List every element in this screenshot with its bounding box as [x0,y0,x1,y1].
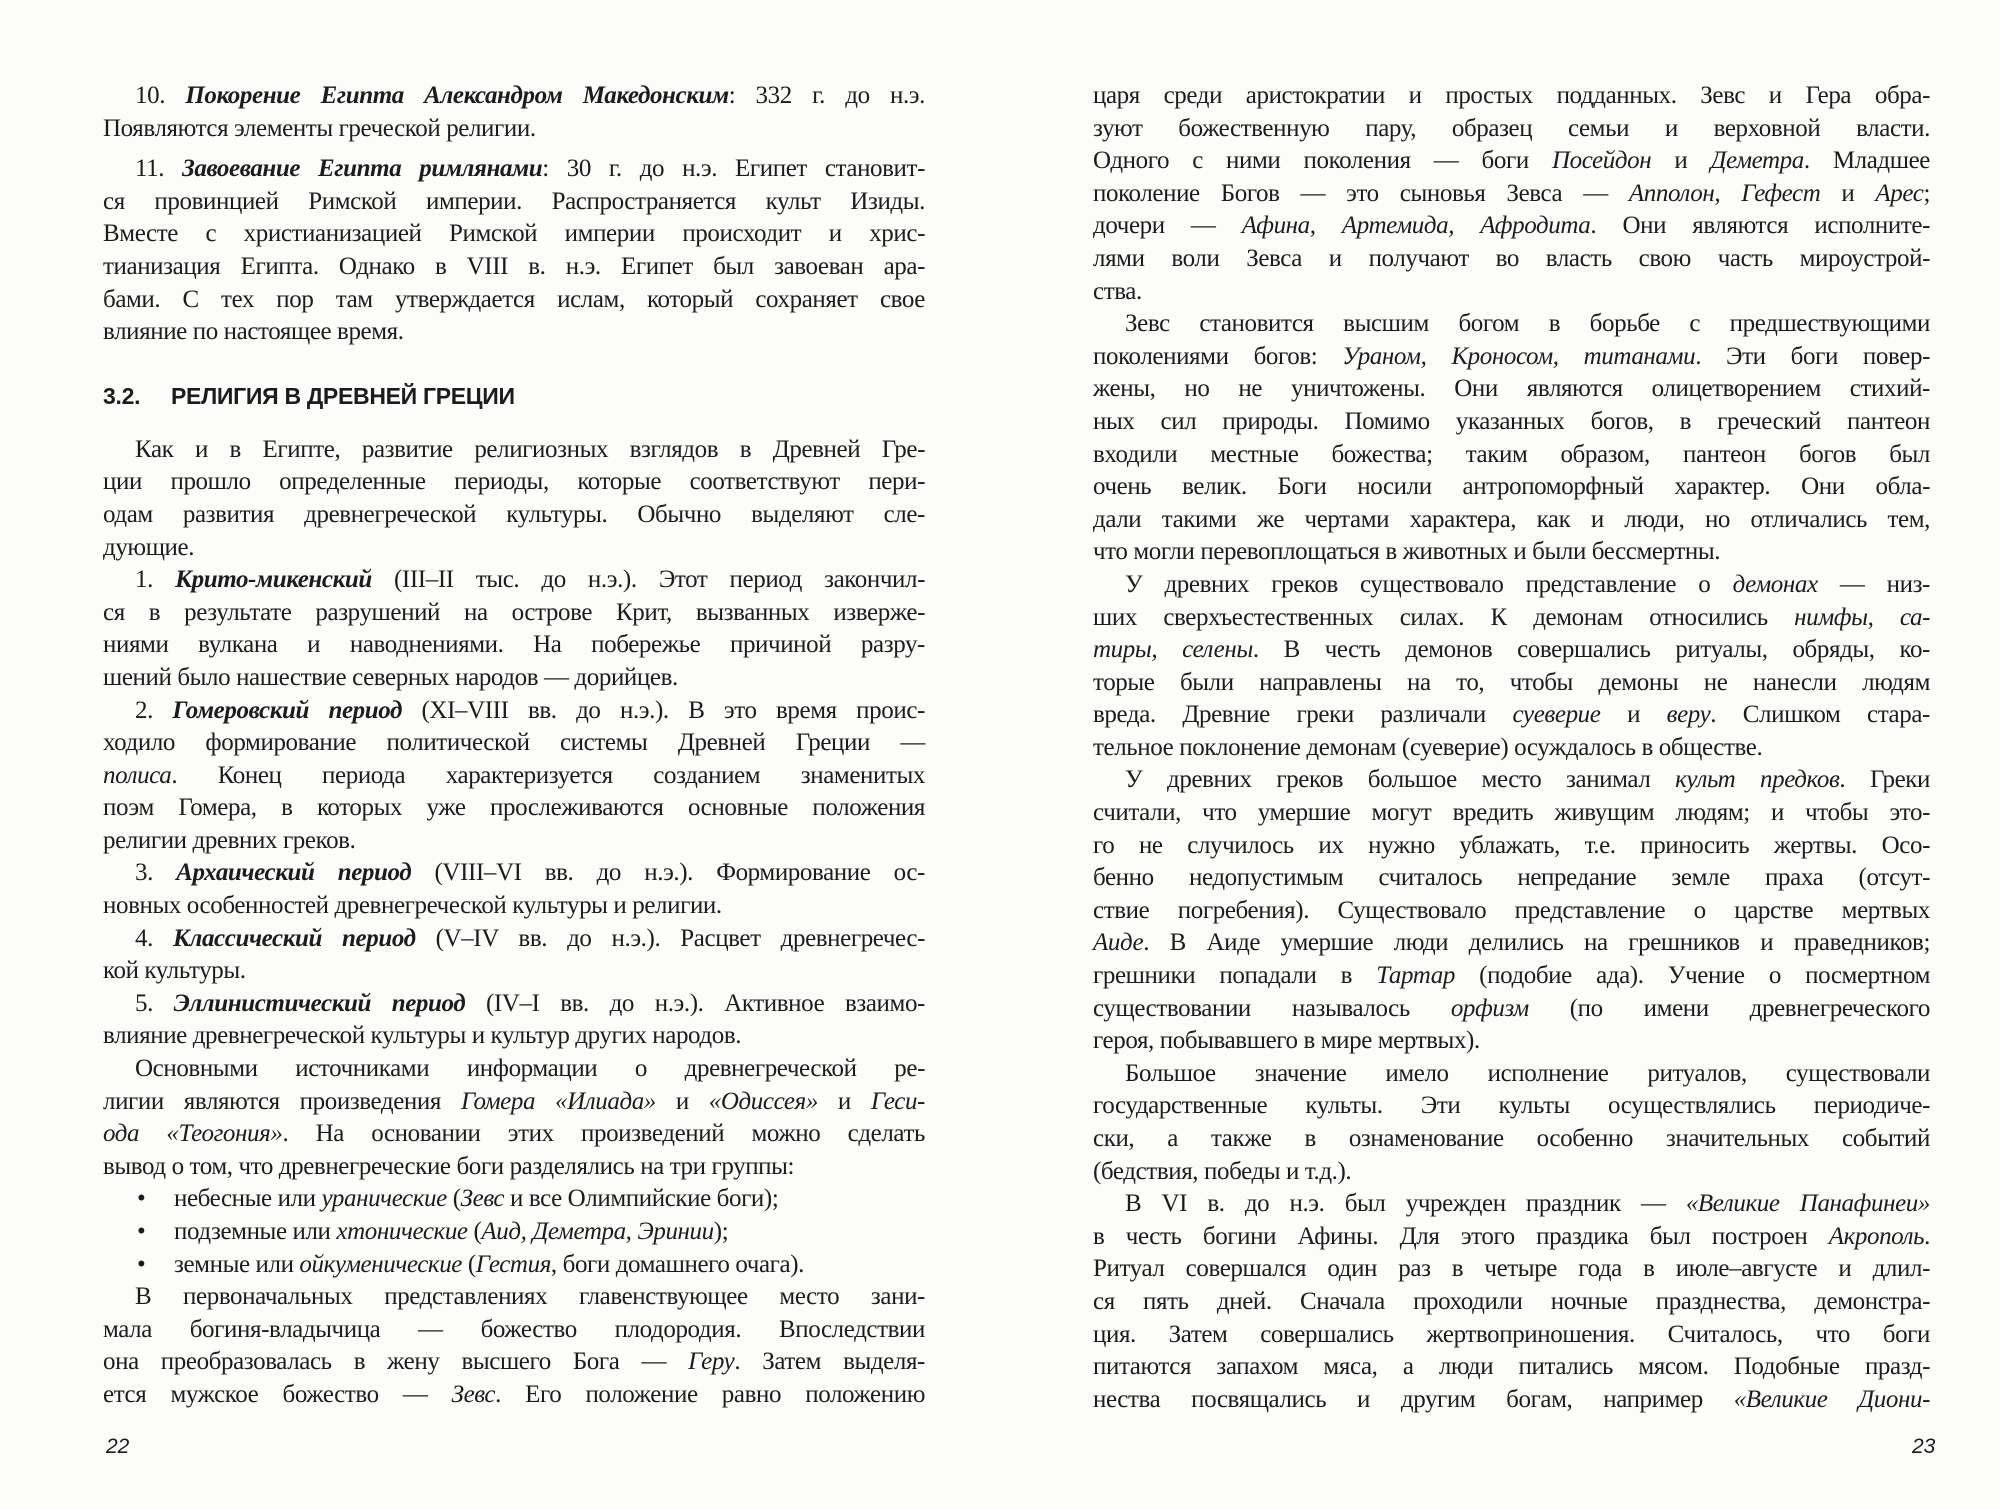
text-run: и все Олимпийские боги); [504,1185,779,1213]
text-line [103,1314,925,1347]
text-run: дочери — [1093,212,1242,240]
text-run: . На основании этих произведений можно сделать [282,1120,925,1148]
text-run: . В честь демонов совершались ритуалы, обряды, ко- [1252,636,1930,664]
text-run: очень велик. Боги носили антропоморфный характер. Они обла- [1093,473,1930,501]
text-run: У древних греков большое место занимал [1125,766,1676,794]
text-run: . Младшее [1803,147,1930,175]
text-run: 5. [135,989,174,1017]
italic-term: Геру [688,1348,735,1376]
text-run: влияние древнегреческой культуры и культур других народов. [103,1022,742,1050]
text-line [1093,667,1930,700]
text-run: и [1651,147,1711,175]
text-run: и [817,1087,871,1115]
text-line [1093,1025,1930,1058]
text-line [1093,1286,1930,1319]
text-run: ( [467,1218,482,1245]
text-line [1093,1384,1930,1417]
italic-term: Аид, Деметра, Эринии [481,1218,714,1245]
text-run: (V–IV вв. до н.э.). Расцвет древнегречес- [415,924,925,952]
text-line [1093,830,1930,863]
paragraph [103,695,925,858]
text-line [103,988,925,1021]
text-line [103,316,925,349]
text-run: (III–II тыс. до н.э.). Этот период закончил- [371,566,925,594]
text-line [1093,634,1930,667]
text-line [1093,210,1930,243]
text-run: героя, побывавшего в мире мертвых). [1093,1027,1480,1055]
text-line [1093,1351,1930,1384]
text-run: влияние по настоящее время. [103,318,404,346]
text-line [1093,993,1930,1026]
text-line [1093,276,1930,309]
paragraph [103,1053,925,1183]
italic-term: «Одиссея» [708,1087,818,1115]
text-run: поколениями богов: [1093,342,1343,370]
text-run: У древних греков существовало представление о [1125,570,1733,598]
text-run: ся пять дней. Сначала проходили ночные празднества, демонстра- [1093,1287,1930,1315]
text-run: . Они являются исполните- [1590,212,1930,240]
text-line [1093,699,1930,732]
text-line [1093,862,1930,895]
paragraph [103,1281,925,1411]
text-run: новных особенностей древнегреческой культуры и религии. [103,892,722,920]
text-line [103,80,925,113]
bold-italic-term: Крито-микенский [175,566,372,594]
text-run: Появляются элементы греческой религии. [103,114,536,142]
text-run: ции прошло определенные периоды, которые соответствуют пери- [103,468,925,496]
text-run: ( [462,1250,476,1278]
text-run: Ритуал совершался один раз в четыре года в июле–августе и длил- [1093,1255,1930,1283]
section-number: 3.2. [103,382,141,409]
text-line [103,186,925,219]
text-run: ся провинцией Римской империи. Распространяется культ Изиды. [103,187,925,215]
text-run: подземные или [174,1218,337,1245]
italic-term: веру [1666,701,1711,729]
text-run: . Эти боги повер- [1695,342,1930,370]
italic-term: Апполон, Гефест [1628,179,1821,207]
text-run: питаются запахом мяса, а люди питались мясом. Подобные празд- [1093,1353,1930,1381]
text-run: тельное поклонение демонам (суеверие) осуждалось в обществе. [1093,733,1763,761]
text-line [1093,1319,1930,1352]
paragraph [103,857,925,922]
italic-term: Арес [1875,179,1924,207]
text-line [1093,732,1930,765]
bullet-item [103,1216,925,1249]
text-line [103,1346,925,1379]
bold-italic-term: Завоевание Египта римлянами [182,155,543,183]
text-run: бенно недопустимым считалось непредание земле праха (отсут- [1093,864,1930,892]
text-run: Вместе с христианизацией Римской империи происходит и хрис- [103,220,925,248]
italic-term: Деметра [1710,147,1804,175]
text-line [103,955,925,988]
paragraph [103,564,925,694]
bold-italic-term: Эллинистический период [173,989,466,1017]
text-run: бами. С тех пор там утверждается ислам, который сохраняет свое [103,285,925,313]
text-run: (подобие ада). Учение о посмертном [1454,962,1930,990]
text-line [1093,797,1930,830]
text-run: (бедствия, победы и т.д.). [1093,1157,1352,1185]
italic-term: Аиде [1093,929,1144,957]
text-run: в честь богини Афины. Для этого праздика был построен [1093,1222,1829,1250]
text-run: дующие. [103,533,195,561]
text-run: считали, что умершие могут вредить живущим людям; и чтобы это- [1093,799,1930,827]
italic-term: Геси- [870,1087,925,1115]
text-line [1093,439,1930,472]
text-run: В первоначальных представлениях главенствующее место зани- [135,1283,925,1311]
text-line [103,792,925,825]
text-run: поэм Гомера, в которых уже прослеживаются основные положения [103,794,925,822]
text-line [1093,927,1930,960]
page-number-right: 23 [1912,1435,1936,1458]
bold-italic-term: Гомеровский период [172,696,403,724]
text-run: ( [446,1185,461,1213]
text-line [103,760,925,793]
text-run: ски, а также в ознаменование особенно значительных событий [1093,1125,1930,1152]
text-run: зуют божественную пару, образец семьи и верховной власти. [1093,114,1930,142]
text-line [103,662,925,695]
text-line [1093,1090,1930,1123]
text-run: (XI–VIII вв. до н.э.). В это время проис- [402,696,925,724]
italic-term: хтонические [336,1218,468,1245]
text-run: поколение Богов — это сыновья Зевса — [1093,179,1629,207]
text-run: (VIII–VI вв. до н.э.). Формирование ос- [411,859,925,887]
text-run: небесные или [174,1185,322,1213]
italic-term: нимфы, са- [1794,603,1931,631]
text-run: 1. [135,566,176,594]
text-line [103,825,925,858]
text-run: ствие погребения). Существовало представление о царстве мертвых [1093,896,1930,924]
text-line [103,434,925,467]
text-run: царя среди аристократии и простых подданных. Зевс и Гера обра- [1093,82,1930,109]
text-run: . Греки [1839,766,1931,794]
text-run: ется мужское божество — [103,1380,452,1408]
text-line [103,1216,925,1249]
text-run: . Конец периода характеризуется созданием знаменитых [171,761,925,789]
text-run: дали такими же чертами характера, как и люди, но отличались тем, [1093,505,1930,533]
text-line [103,629,925,662]
text-run: лигии являются произведения [103,1087,461,1115]
text-line [103,597,925,630]
text-line [1093,569,1930,602]
text-run: Как и в Египте, развитие религиозных взглядов в Древней Гре- [135,435,925,463]
italic-term: «Великие Панафинеи» [1685,1190,1930,1218]
text-line [103,251,925,284]
text-run: Одного с ними поколения — боги [1093,147,1552,175]
italic-term: полиса [103,761,172,789]
bullet-item [103,1183,925,1216]
text-run: ; [1923,179,1930,207]
text-line [103,695,925,728]
text-run: ших сверхъестественных силах. К демонам относились [1093,603,1795,631]
text-run: 11. [135,155,183,183]
italic-term: тиры, селены [1093,636,1253,664]
text-run: — низ- [1817,570,1930,598]
text-run: ниями вулкана и наводнениями. На побережье причиной разру- [103,631,925,659]
text-run: и [1600,701,1667,729]
text-run: она преобразовалась в жену высшего Бога — [103,1348,689,1376]
bullet-item [103,1249,925,1282]
paragraph [103,80,925,145]
text-run: жены, но не уничтожены. Они являются олицетворением стихий- [1093,375,1930,403]
text-line [1093,960,1930,993]
text-line [1093,1253,1930,1286]
italic-term: Гомера «Илиада» [460,1087,656,1115]
text-run: вреда. Древние греки различали [1093,701,1513,729]
text-line [103,890,925,923]
text-line [1093,80,1930,113]
text-run: лями воли Зевса и получают во власть свою часть мироустрой- [1093,244,1930,272]
text-run: ция. Затем совершались жертвоприношения. Считалось, что боги [1093,1320,1930,1348]
text-line [1093,895,1930,928]
right-page [1000,0,2000,1510]
italic-term: культ предков [1675,766,1840,794]
text-run: 2. [135,696,173,724]
text-run: : 30 г. до н.э. Египет становит- [542,155,925,183]
text-line [1093,602,1930,635]
italic-term: ода «Теогония» [103,1120,283,1148]
paragraph [1093,1058,1930,1188]
text-line [1093,406,1930,439]
italic-term: Гестия [475,1250,551,1278]
italic-term: орфизм [1450,994,1529,1022]
text-run: 3. [135,859,177,887]
text-line [103,153,925,186]
italic-term: Посейдон [1551,147,1652,175]
text-line [103,218,925,251]
text-run: Основными источниками информации о древнегреческой ре- [135,1055,925,1083]
section-heading [103,383,925,411]
text-run: что могли перевоплощаться в животных и были бессмертны. [1093,538,1721,566]
text-run: го не случилось их нужно ублажать, т.е. приносить жертвы. Осо- [1093,831,1930,859]
text-run: 10. [135,82,186,109]
text-run: торые были направлены на то, чтобы демоны не нанесли людям [1093,668,1930,696]
text-run: входили местные божества; таким образом, пантеон богов был [1093,440,1930,468]
text-run: . Его положение равно положению [495,1380,925,1408]
text-line [1093,243,1930,276]
text-line [103,727,925,760]
text-run: и [1820,179,1876,207]
text-run: мала богиня-владычица — божество плодородия. Впоследствии [103,1315,925,1343]
paragraph [1093,764,1930,1057]
text-run: кой культуры. [103,957,246,985]
text-run: государственные культы. Эти культы осуществлялись периодиче- [1093,1092,1930,1120]
text-line [103,564,925,597]
text-run: и [655,1087,709,1115]
text-line [1093,504,1930,537]
text-run: ных сил природы. Помимо указанных богов, в греческий пантеон [1093,407,1930,435]
right-body-text [1093,80,1930,1416]
bold-italic-term: Покорение Египта Александром Македонским [185,82,729,109]
text-run: земные или [174,1250,300,1278]
text-run: ства. [1093,277,1142,305]
text-line [103,1020,925,1053]
italic-term: суеверие [1512,701,1601,729]
text-line [103,923,925,956]
paragraph [1093,308,1930,569]
text-line [103,1281,925,1314]
text-line [1093,178,1930,211]
text-line [103,857,925,890]
text-line [103,1118,925,1151]
text-run: В VI в. до н.э. был учрежден праздник — [1125,1190,1686,1218]
text-line [1093,1123,1930,1156]
paragraph [103,434,925,564]
italic-term: Зевс [460,1185,505,1213]
text-line [103,284,925,317]
text-run: Большое значение имело исполнение ритуалов, существовали [1125,1059,1930,1087]
text-line [1093,113,1930,146]
italic-term: Акрополь [1828,1222,1925,1250]
text-line [103,466,925,499]
italic-term: ойкуменические [299,1250,463,1278]
text-line [103,1379,925,1412]
text-line [103,113,925,146]
text-line [1093,308,1930,341]
text-run: ся в результате разрушений на острове Крит, вызванных изверже- [103,598,925,626]
text-run: . [1924,1222,1930,1250]
text-line [103,1086,925,1119]
italic-term: Тартар [1376,962,1455,990]
text-line [1093,536,1930,569]
text-run: . В Аиде умершие люди делились на грешников и праведников; [1143,929,1930,957]
italic-term: демонах [1732,570,1818,598]
text-line [1093,341,1930,374]
italic-term: Зевс [451,1380,496,1408]
text-run: , боги домашнего очага). [550,1250,804,1278]
text-run: (по имени древнегреческого [1528,994,1930,1022]
paragraph [1093,569,1930,765]
paragraph [103,923,925,988]
text-run: нества посвящались и другим богам, например [1093,1385,1734,1413]
text-line [1093,1188,1930,1221]
text-run: ходило формирование политической системы Древней Греции — [103,729,925,757]
text-run: одам развития древнегреческой культуры. Обычно выделяют сле- [103,500,925,528]
text-line [1093,373,1930,406]
page-number-left: 22 [106,1435,130,1458]
bold-italic-term: Классический период [172,924,416,952]
italic-term: Афина, Артемида, Афродита [1241,212,1591,240]
text-run: вывод о том, что древнегреческие боги разделялись на три группы: [103,1152,795,1180]
text-run: . Слишком стара- [1710,701,1930,729]
italic-term: Ураном, Кроносом, титанами [1342,342,1696,370]
text-run: шений было нашествие северных народов — дорийцев. [103,663,678,691]
text-line [103,499,925,532]
paragraph [1093,80,1930,308]
text-line [103,1151,925,1184]
text-line [103,532,925,565]
text-run: 4. [135,924,173,952]
italic-term: уранические [321,1185,447,1213]
text-line [1093,145,1930,178]
text-run: : 332 г. до н.э. [728,82,925,109]
paragraph [103,153,925,349]
text-line [103,1249,925,1282]
italic-term: «Великие Диони- [1733,1385,1930,1413]
text-run: религии древних греков. [103,826,356,854]
text-run: ); [713,1218,729,1245]
text-run: . Затем выделя- [734,1348,925,1376]
text-line [1093,1156,1930,1189]
text-line [103,1183,925,1216]
text-run: Зевс становится высшим богом в борьбе с предшествующими [1125,310,1930,338]
text-line [1093,471,1930,504]
text-run: существовании называлось [1093,994,1451,1022]
text-run: (IV–I вв. до н.э.). Активное взаимо- [465,989,925,1017]
text-run: тианизация Египта. Однако в VIII в. н.э. Египет был завоеван ара- [103,252,925,280]
left-top-text [103,80,925,349]
text-line [1093,1221,1930,1254]
text-line [1093,1058,1930,1091]
text-line [103,1053,925,1086]
bold-italic-term: Архаический период [176,859,412,887]
text-line [1093,764,1930,797]
section-title: РЕЛИГИЯ В ДРЕВНЕЙ ГРЕЦИИ [171,382,515,409]
paragraph [103,988,925,1053]
paragraph [1093,1188,1930,1416]
text-run: грешники попадали в [1093,962,1377,990]
left-body-text [103,434,925,1412]
